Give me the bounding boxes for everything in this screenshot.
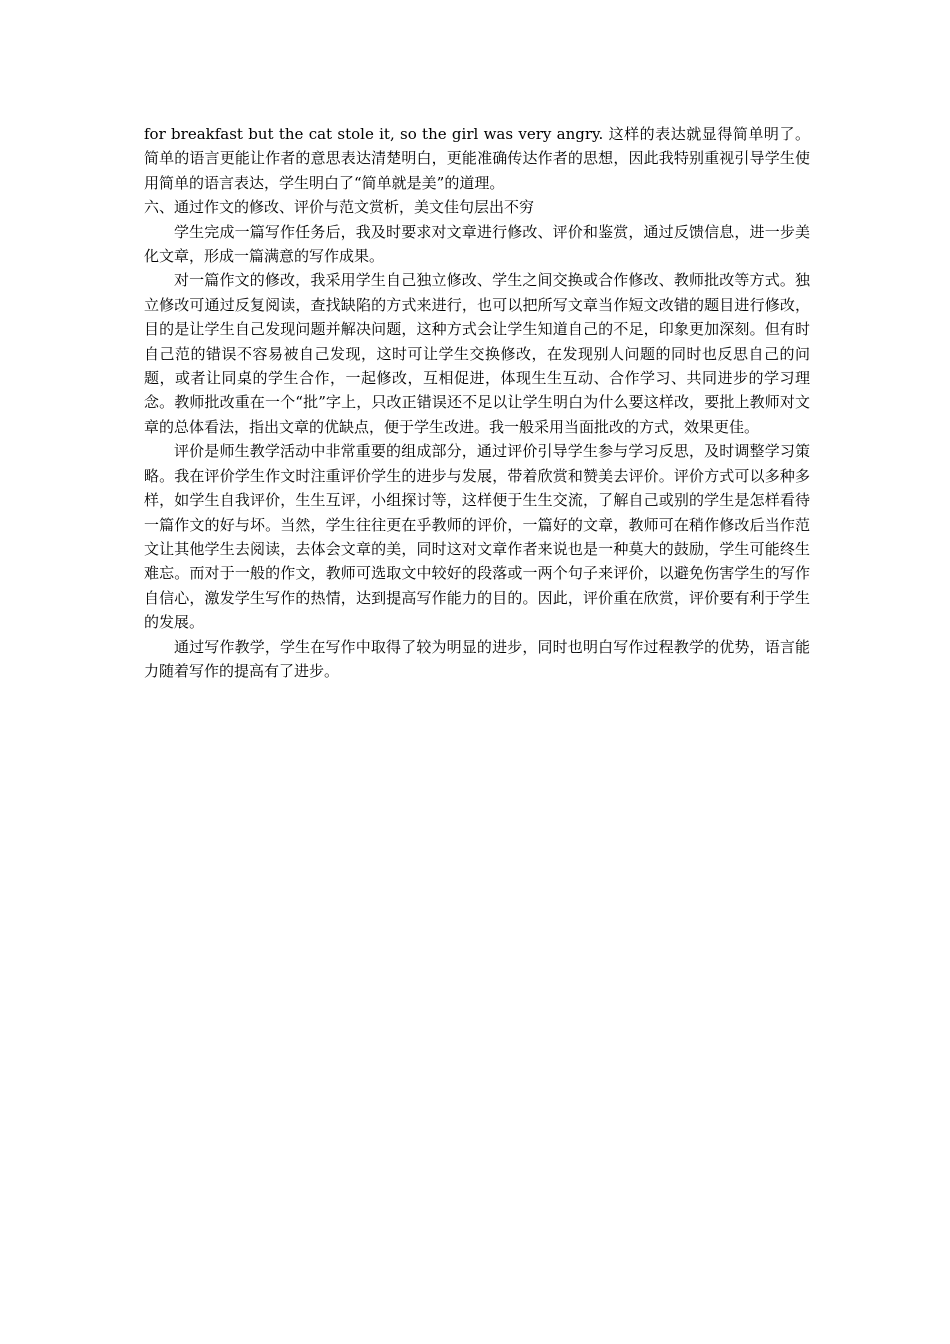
section-heading: 六、通过作文的修改、评价与范文赏析，美文佳句层出不穷 bbox=[144, 198, 535, 217]
paragraph-conclusion: 通过写作教学，学生在写作中取得了较为明显的进步，同时也明白写作过程教学的优势，语言能力随着写作的提高有了进步。 bbox=[144, 637, 810, 680]
paragraph-revision-methods: 对一篇作文的修改，我采用学生自己独立修改、学生之间交换或合作修改、教师批改等方式。独立修改可通过反复阅读，查找缺陷的方式来进行，也可以把所写文章当作短文改错的题目进行修改，目的是让学生自己发现问题并解决问题，这种方式会让学生知道自己的不足，印象更加深刻。但有时自己范的错误不容易被自己发现，这时可让学生交换修改，在发现别人问题的同时也反思自己的问题，或者让同桌的学生合作，一起修改，互相促进，体现生生互动、合作学习、共同进步的学习理念。教师批改重在一个“批”字上，只改正错误还不足以让学生明白为什么要这样改，要批上教师对文章的总体看法，指出文章的优缺点，便于学生改进。我一般采用当面批改的方式，效果更佳。 bbox=[144, 271, 810, 436]
paragraph-revise-intro: 学生完成一篇写作任务后，我及时要求对文章进行修改、评价和鉴赏，通过反馈信息，进一步美化文章，形成一篇满意的写作成果。 bbox=[144, 222, 810, 266]
paragraph-continued: for breakfast but the cat stole it, so the girl was very angry. 这样的表达就显得简单明了。简单的语言更能让作者的意思表达清楚明白，更能准确传达作者的思想，因此我特别重视引导学生使用简单的语言表达，学生明白了“简单就是美”的道理。 bbox=[144, 125, 810, 192]
document-page bbox=[144, 122, 810, 683]
paragraph-evaluation: 评价是师生教学活动中非常重要的组成部分，通过评价引导学生参与学习反思，及时调整学习策略。我在评价学生作文时注重评价学生的进步与发展，带着欣赏和赞美去评价。评价方式可以多种多样，如学生自我评价，生生互评，小组探讨等，这样便于生生交流，了解自己或别的学生是怎样看待一篇作文的好与坏。当然，学生往往更在乎教师的评价，一篇好的文章，教师可在稍作修改后当作范文让其他学生去阅读，去体会文章的美，同时这对文章作者来说也是一种莫大的鼓励，学生可能终生难忘。而对于一般的作文，教师可选取文中较好的段落或一两个句子来评价，以避免伤害学生的写作自信心，激发学生写作的热情，达到提高写作能力的目的。因此，评价重在欣赏，评价要有利于学生的发展。 bbox=[144, 442, 810, 632]
